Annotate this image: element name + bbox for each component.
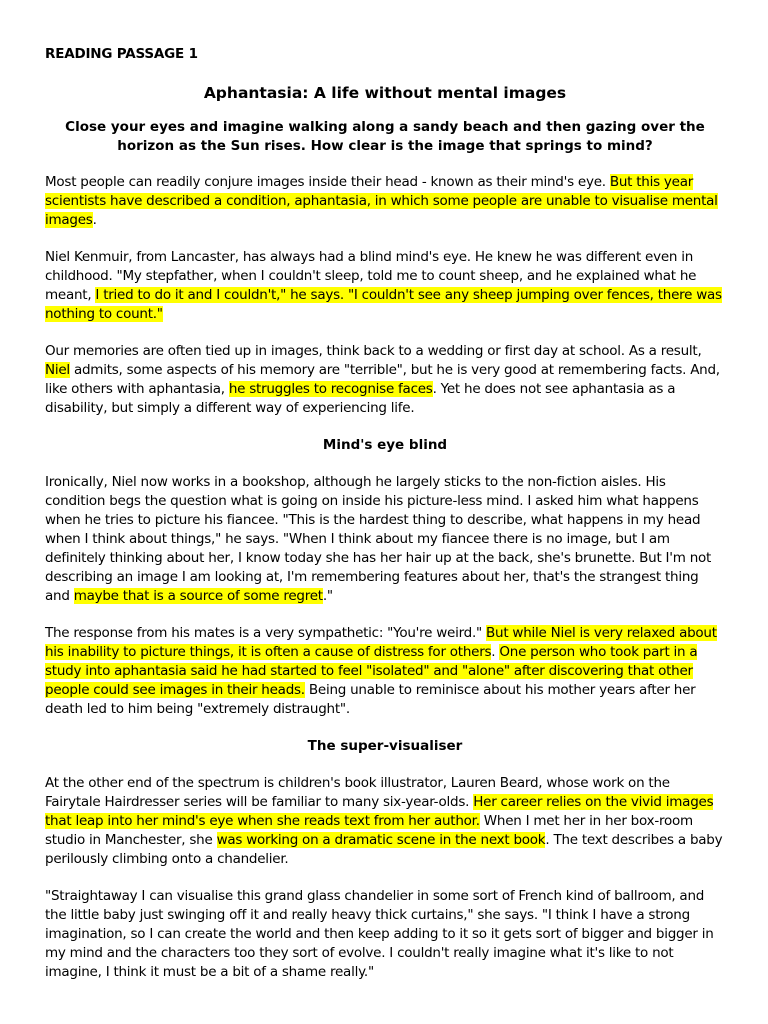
text-run: Ironically, Niel now works in a bookshop, although he largely sticks to the non-fiction aisles. His condition begs the question what is going on inside his picture-less mind. I asked him what happens when he tries to picture his fiancee. "This is the hardest thing to describe, what happens in my head when I think about things," he says. "When I think about my fiancee there is no image, but I am definitely thinking about her, I know today she has her hair up at the back, she's brunette. But I'm not describing an image I am looking at, I'm remembering features about her, that's the strangest thing and [45, 474, 712, 604]
highlighted-text: But while Niel is very relaxed about his inability to picture things, it is often a cause of distress for others [45, 625, 717, 660]
article-title: Aphantasia: A life without mental images [203, 84, 567, 102]
paragraph-5 [45, 624, 725, 719]
text-run: Our memories are often tied up in images, think back to a wedding or first day at school. As a result, [45, 343, 702, 359]
text-run: ." [322, 588, 333, 604]
highlighted-text: maybe that is a source of some regret [73, 588, 323, 604]
highlighted-text: was working on a dramatic scene in the next book [216, 832, 546, 848]
highlighted-text: I tried to do it and I couldn't," he says. "I couldn't see any sheep jumping over fences, there was nothing to count." [45, 287, 722, 322]
text-run: At the other end of the spectrum is children's book illustrator, Lauren Beard, whose work on the Fairytale Hairdresser series will be familiar to many six-year-olds. [45, 775, 670, 810]
section-heading-super-visualiser: The super-visualiser [307, 738, 463, 754]
text-run: Being unable to reminisce about his mother years after her death led to him being "extremely distraught". [45, 682, 696, 717]
paragraph-4 [45, 473, 725, 606]
passage-label: READING PASSAGE 1 [45, 46, 198, 62]
text-run: When I met her in her box-room studio in Manchester, she [45, 813, 693, 848]
paragraph-3 [45, 342, 725, 418]
paragraph-2 [45, 248, 725, 324]
text-run: "Straightaway I can visualise this grand glass chandelier in some sort of French kind of ballroom, and the little baby just swinging off it and really heavy thick curtains," she says. "I think I have a strong imagination, so I can create the world and then keep adding to it so it gets sort of bigger and bigger in my mind and the characters too they sort of evolve. I couldn't really imagine what it's like to not imagine, I think it must be a bit of a shame really." [45, 888, 714, 980]
text-run: Most people can readily conjure images inside their head - known as their mind's eye. [45, 174, 610, 190]
article-subtitle: Close your eyes and imagine walking along a sandy beach and then gazing over the horizon as the Sun rises. How clear is the image that springs to mind? [65, 119, 705, 154]
paragraph-1 [45, 173, 725, 230]
section-heading-minds-eye-blind: Mind's eye blind [322, 437, 448, 453]
text-run: Niel Kenmuir, from Lancaster, has always had a blind mind's eye. He knew he was different even in childhood. "My stepfather, when I couldn't sleep, told me to count sheep, and he explained what he meant, [45, 249, 697, 303]
text-run: . [92, 212, 97, 228]
highlighted-text: he struggles to recognise faces [228, 381, 433, 397]
document-page [45, 44, 725, 1000]
text-run: . Yet he does not see aphantasia as a disability, but simply a different way of experiencing life. [45, 381, 676, 416]
text-run: . The text describes a baby perilously climbing onto a chandelier. [45, 832, 723, 867]
highlighted-text: One person who took part in a study into aphantasia said he had started to feel "isolated" and "alone" after discovering that other people could see images in their heads. [45, 644, 698, 698]
paragraph-6 [45, 774, 725, 869]
text-run: . [491, 644, 500, 660]
highlighted-text: Niel [45, 362, 70, 378]
paragraph-7 [45, 887, 725, 982]
text-run: admits, some aspects of his memory are "terrible", but he is very good at remembering facts. And, like others with aphantasia, [45, 362, 720, 397]
highlighted-text: Her career relies on the vivid images that leap into her mind's eye when she reads text from her author. [45, 794, 714, 829]
highlighted-text: But this year scientists have described a condition, aphantasia, in which some people are unable to visualise mental images [45, 174, 718, 228]
text-run: The response from his mates is a very sympathetic: "You're weird." [45, 625, 486, 641]
